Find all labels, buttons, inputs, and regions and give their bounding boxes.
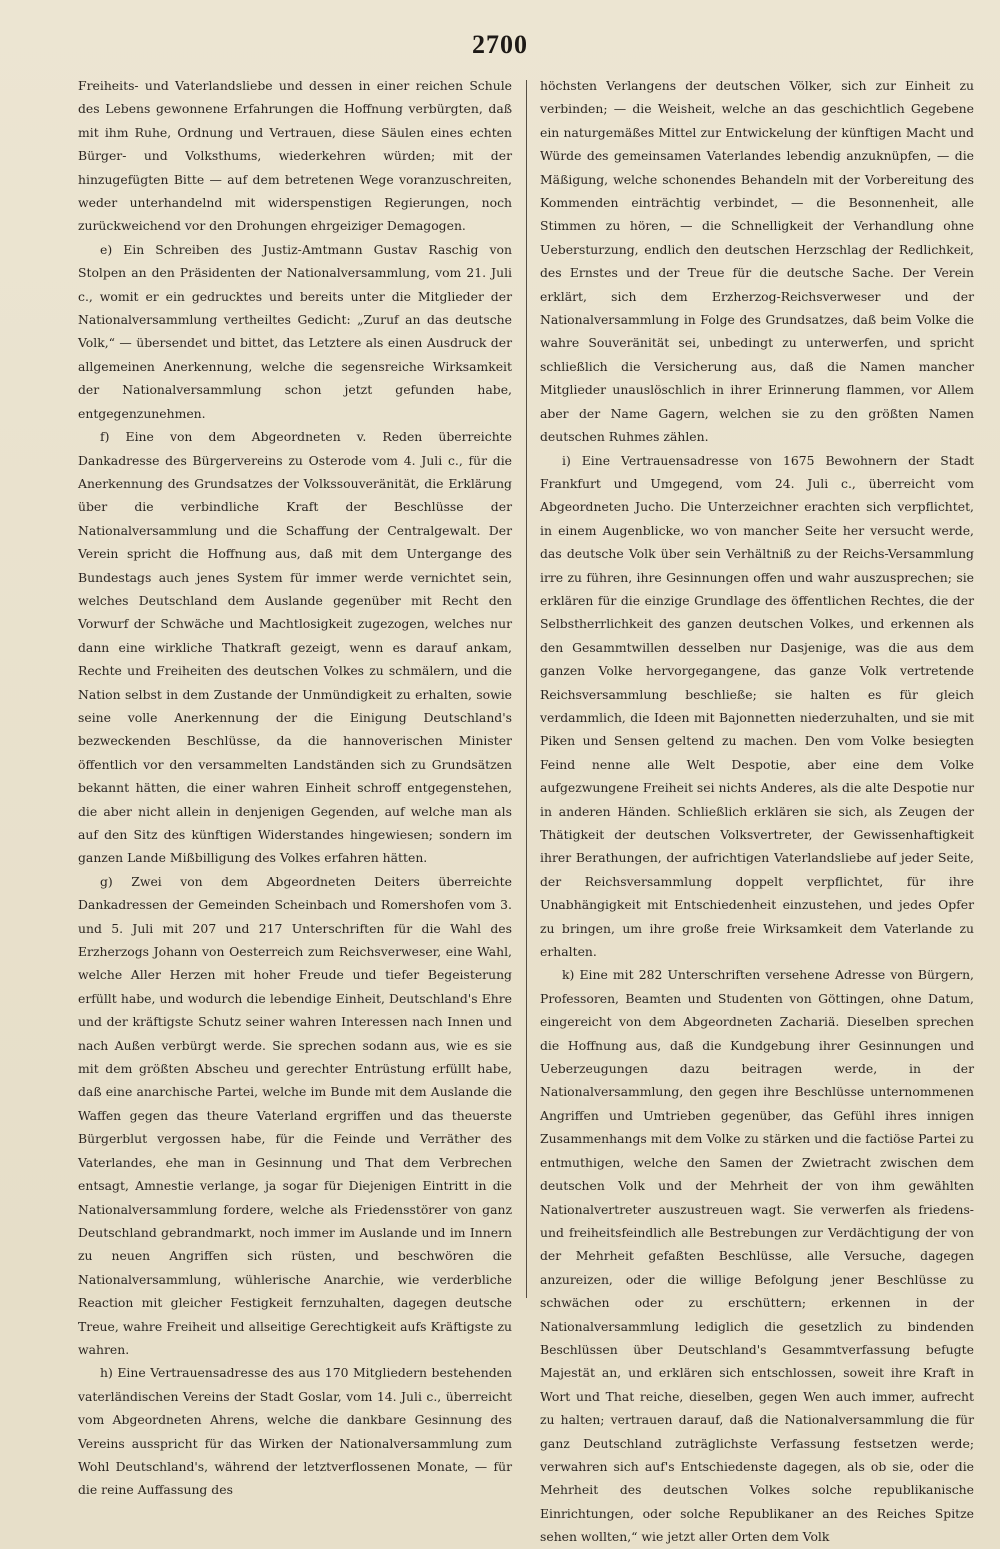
left-column [78, 74, 512, 1498]
paragraph-i: i) Eine Vertrauensadresse von 1675 Bewohnern der Stadt Frankfurt und Umgegend, vom 24. Juli c., überreicht vom Abgeordneten Jucho. Die Unterzeichner erachten sich verpflichtet, in einem Augenblicke, wo von mancher Seite her versucht werde, das deutsche Volk über sein Verhältniß zu der Reichs-Versammlung irre zu führen, ihre Gesinnungen offen und wahr auszusprechen; sie erklären für die einzige Grundlage des öffentlichen Rechtes, die der Selbstherrlichkeit des ganzen deutschen Volkes, und erkennen als den Gesammtwillen desselben nur Dasjenige, was die aus dem ganzen Volke hervorgegangene, das ganze Volk vertretende Reichsversammlung beschließe; sie halten es für gleich verdammlich, die Ideen mit Bajonnetten niederzuhalten, und sie mit Piken und Sensen geltend zu machen. Den vom Volke besiegten Feind nenne alle Welt Despotie, aber eine dem Volke aufgezwungene Freiheit sei nichts Anderes, als die alte Despotie nur in anderen Händen. Schließlich erklären sie sich, als Zeugen der Thätigkeit der deutschen Volksvertreter, der Gewissenhaftigkeit ihrer Berathungen, der aufrichtigen Vaterlandsliebe auf jeder Seite, der Reichsversammlung doppelt verpflichtet, für ihre Unabhängigkeit mit Entschiedenheit einzustehen, und jedes Opfer zu bringen, um ihre große freie Wirksamkeit dem Vaterlande zu erhalten. [540, 452, 974, 960]
page-number: 2700 [472, 30, 528, 59]
paragraph-g: g) Zwei von dem Abgeordneten Deiters überreichte Dankadressen der Gemeinden Scheinbach und Romershofen vom 3. und 5. Juli mit 207 und 217 Unterschriften für die Wahl des Erzherzogs Johann von Oesterreich zum Reichsverweser, eine Wahl, welche Aller Herzen mit hoher Freude und tiefer Begeisterung erfüllt habe, und wodurch die lebendige Einheit, Deutschland's Ehre und der kräftigste Schutz seiner wahren Interessen nach Innen und nach Außen verbürgt werde. Sie sprechen sodann aus, wie es sie mit dem größten Abscheu und gerechter Entrüstung erfüllt habe, daß eine anarchische Partei, welche im Bunde mit dem Auslande die Waffen gegen das theure Vaterland ergriffen und das theuerste Bürgerblut vergossen habe, für die Feinde und Verräther des Vaterlandes, ehe man in Gesinnung und That dem Verbrechen entsagt, Amnestie verlange, ja sogar für Diejenigen Eintritt in die Nationalversammlung fordere, welche als Friedensstörer von ganz Deutschland gebrandmarkt, noch immer im Auslande und im Innern zu neuen Angriffen sich rüsten, und beschwören die Nationalversammlung, wühlerische Anarchie, wie verderbliche Reaction mit gleicher Festigkeit fernzuhalten, dagegen deutsche Treue, wahre Freiheit und allseitige Gerechtigkeit aufs Kräftigste zu wahren. [78, 873, 512, 1357]
right-column [540, 74, 974, 1545]
paragraph-h: h) Eine Vertrauensadresse des aus 170 Mitgliedern bestehenden vaterländischen Vereins der Stadt Goslar, vom 14. Juli c., überreicht vom Abgeordneten Ahrens, welche die dankbare Gesinnung des Vereins ausspricht für das Wirken der Nationalversammlung zum Wohl Deutschland's, während der letztverflossenen Monate, — für die reine Auffassung des [78, 1365, 512, 1498]
column-divider [526, 80, 527, 1298]
paragraph-e: e) Ein Schreiben des Justiz-Amtmann Gustav Raschig von Stolpen an den Präsidenten der Nationalversammlung, vom 21. Juli c., womit er ein gedrucktes und bereits unter die Mitglieder der Nationalversammlung vertheiltes Gedicht: „Zuruf an das deutsche Volk,“ — übersendet und bittet, das Letztere als einen Ausdruck der allgemeinen Anerkennung, welche die segensreiche Wirksamkeit der Nationalversammlung schon jetzt gefunden habe, entgegenzunehmen. [78, 241, 512, 421]
paragraph-continuation: Freiheits- und Vaterlandsliebe und dessen in einer reichen Schule des Lebens gewonnene Erfahrungen die Hoffnung verbürgten, daß mit ihm Ruhe, Ordnung und Vertrauen, diese Säulen eines echten Bürger- und Volksthums, wiederkehren würden; mit der hinzugefügten Bitte — auf dem betretenen Wege voranzuschreiten, weder unterhandelnd mit widerspenstigen Regierungen, noch zurückweichend vor den Drohungen ehrgeiziger Demagogen. [78, 78, 512, 234]
paragraph-f: f) Eine von dem Abgeordneten v. Reden überreichte Dankadresse des Bürgervereins zu Osterode vom 4. Juli c., für die Anerkennung des Grundsatzes der Volkssouveränität, die Erklärung über die verbindliche Kraft der Beschlüsse der Nationalversammlung und die Schaffung der Centralgewalt. Der Verein spricht die Hoffnung aus, daß mit dem Untergange des Bundestags auch jenes System für immer werde vernichtet sein, welches Deutschland dem Auslande gegenüber mit Recht den Vorwurf der Schwäche und Machtlosigkeit zugezogen, welches nur dann eine wirkliche Thatkraft gezeigt, wenn es darauf ankam, Rechte und Freiheiten des deutschen Volkes zu schmälern, und die Nation selbst in dem Zustande der Unmündigkeit zu erhalten, sowie seine volle Anerkennung der die Einigung Deutschland's bezweckenden Beschlüsse, da die hannoverischen Minister öffentlich vor den versammelten Landständen sich zu Grundsätzen bekannt hätten, die einer wahren Einheit schroff entgegenstehen, die aber nicht allein in denjenigen Gegenden, auf welche man als auf den Sitz des künftigen Widerstandes hingewiesen; sondern im ganzen Lande Mißbilligung des Volkes erfahren hätten. [78, 429, 512, 866]
paragraph-k: k) Eine mit 282 Unterschriften versehene Adresse von Bürgern, Professoren, Beamten und Studenten von Göttingen, ohne Datum, eingereicht von dem Abgeordneten Zachariä. Dieselben sprechen die Hoffnung aus, daß die Kundgebung ihrer Gesinnungen und Ueberzeugungen dazu beitragen werde, in der Nationalversammlung, den gegen ihre Beschlüsse unternommenen Angriffen und Umtrieben gegenüber, das Gefühl ihres innigen Zusammenhangs mit dem Volke zu stärken und die factiöse Partei zu entmuthigen, welche den Samen der Zwietracht zwischen dem deutschen Volk und der Mehrheit der von ihm gewählten Nationalvertreter auszustreuen wagt. Sie verwerfen als friedens- und freiheitsfeindlich alle Bestrebungen zur Verdächtigung der von der Mehrheit gefaßten Beschlüsse, alle Versuche, dagegen anzureizen, oder die willige Befolgung jener Beschlüsse zu schwächen oder zu erschüttern; erkennen in der Nationalversammlung lediglich die gesetzlich zu bindenden Beschlüssen über Deutschland's Gesammtverfassung befugte Majestät an, und erklären sich entschlossen, soweit ihre Kraft in Wort und That reiche, dieselben, gegen Wen auch immer, aufrecht zu halten; vertrauen darauf, daß die Nationalversammlung die für ganz Deutschland zuträglichste Verfassung festsetzen werde; verwahren sich auf's Entschiedenste dagegen, als ob sie, oder die Mehrheit des deutschen Volkes solche republikanische Einrichtungen, oder solche Republikaner an des Reiches Spitze sehen wollten,“ wie jetzt aller Orten dem Volk [540, 967, 974, 1545]
paragraph-h-continuation: höchsten Verlangens der deutschen Völker, sich zur Einheit zu verbinden; — die Weisheit, welche an das geschichtlich Gegebene ein naturgemäßes Mittel zur Entwickelung der künftigen Macht und Würde des gemeinsamen Vaterlandes lebendig anzuknüpfen, — die Mäßigung, welche schonendes Behandeln mit der Vorbereitung des Kommenden einträchtig verbindet, — die Besonnenheit, alle Stimmen zu hören, — die Schnelligkeit der Verhandlung ohne Uebersturzung, endlich den deutschen Herzschlag der Redlichkeit, des Ernstes und der Treue für die deutsche Sache. Der Verein erklärt, sich dem Erzherzog-Reichsverweser und der Nationalversammlung in Folge des Grundsatzes, daß beim Volke die wahre Souveränität sei, unbedingt zu unterwerfen, und spricht schließlich die Versicherung aus, daß die Namen mancher Mitglieder unauslöschlich in ihrer Erinnerung flammen, vor Allem aber der Name Gagern, welchen sie zu den größten Namen deutschen Ruhmes zählen. [540, 78, 974, 445]
